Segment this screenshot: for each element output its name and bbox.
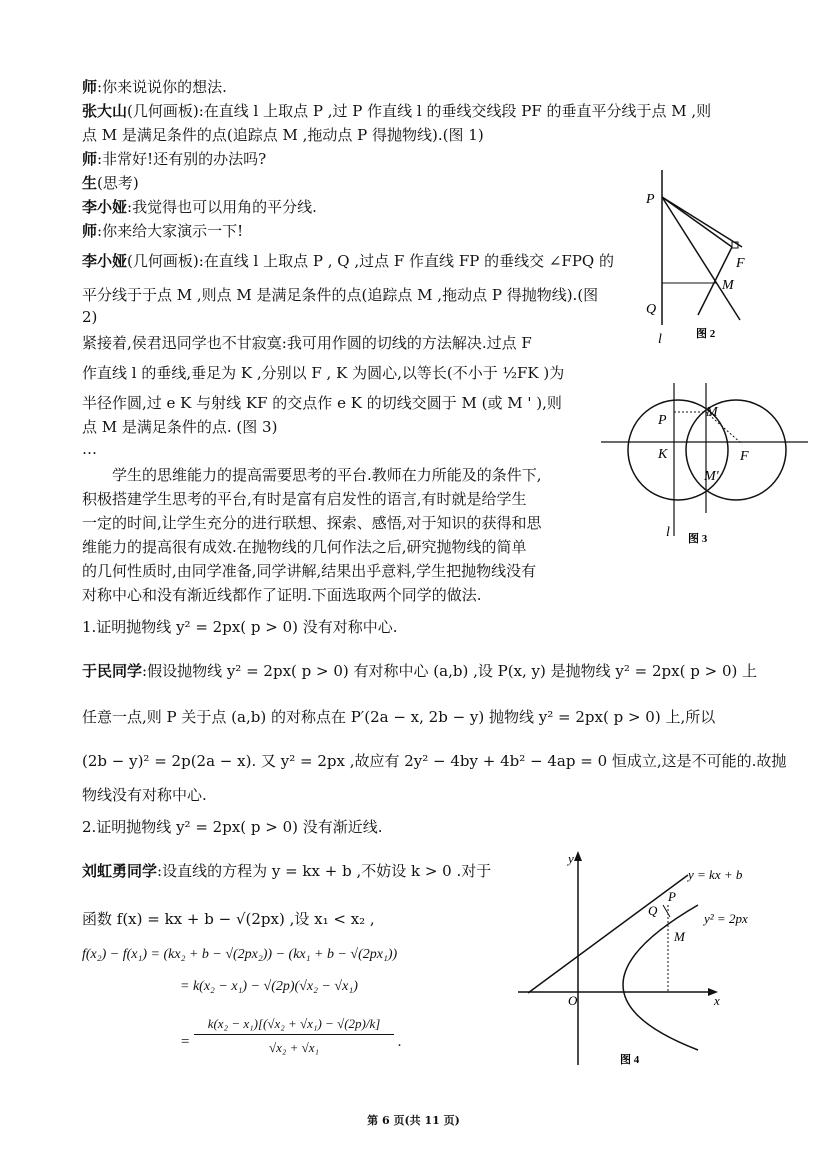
equation-3 (180, 1016, 420, 1076)
page-footer: 第 6 页(共 11 页) (367, 1114, 460, 1127)
label-line: y = kx + b (688, 867, 743, 882)
period: . (398, 1034, 402, 1050)
speaker: 刘虹勇同学 (82, 862, 158, 880)
dialogue-line-7 (82, 220, 243, 242)
item-text: 2.证明抛物线 y² = 2px( p > 0) 没有渐近线. (82, 818, 383, 836)
para-text: 维能力的提高很有成效.在抛物线的几何作法之后,研究抛物线的简单 (82, 538, 527, 556)
label-Q: Q (646, 302, 657, 317)
para-text: (2b − y)² = 2p(2a − x). 又 y² = 2px ,故应有 2y² − 4by + 4b² − 4ap = 0 恒成立,这是不可能的.故抛 (82, 752, 787, 770)
para-text: :设直线的方程为 y = kx + b ,不妨设 k > 0 .对于 (157, 862, 492, 880)
hou-line-2 (82, 362, 564, 384)
speaker: 李小娅 (82, 198, 128, 216)
para-text: 半径作圆,过 e K 与射线 KF 的交点作 e K 的切线交圆于 M (或 M ' ),则 (82, 394, 562, 412)
label-M-prime: M' (704, 469, 719, 484)
speaker: 师 (82, 150, 98, 168)
li-line-1 (82, 250, 614, 272)
label-M: M (674, 929, 685, 944)
para-text: 的几何性质时,由同学准备,同学讲解,结果出乎意料,学生把抛物线没有 (82, 562, 537, 580)
speaker: 师 (82, 222, 98, 240)
para-text: 学生的思维能力的提高需要思考的平台.教师在力所能及的条件下, (112, 466, 542, 484)
label-F: F (740, 449, 749, 464)
label-K: K (658, 447, 668, 462)
dialogue-text: :我觉得也可以用角的平分线. (127, 198, 317, 216)
equation-text: f(x₂) − f(x₁) = (kx₂ + b − √(2px₂)) − (kx₁ + b − √(2px₁)) (82, 947, 398, 962)
para-text: 平分线于于点 M ,则点 M 是满足条件的点(追踪点 M ,拖动点 P 得抛物线).(图 (82, 286, 599, 304)
ellipsis-text: … (82, 440, 97, 458)
equation-2 (180, 976, 358, 998)
label-M: M (722, 278, 734, 293)
dialogue-line-1 (82, 76, 227, 98)
figure-4 (508, 845, 778, 1075)
speaker: 张大山 (82, 102, 128, 120)
equation-1 (82, 944, 397, 966)
label-O: O (568, 993, 578, 1008)
figure-4-drawing (508, 845, 778, 1075)
item-1 (82, 616, 398, 638)
dialogue-line-6 (82, 196, 317, 218)
dialogue-text: (思考) (97, 174, 139, 192)
dialogue-text: :你来说说你的想法. (97, 78, 227, 96)
liu-line-2 (82, 908, 375, 930)
label-P: P (668, 889, 676, 904)
equals-sign: = (180, 1034, 191, 1050)
label-y: y (568, 851, 574, 866)
dialogue-line-3 (82, 124, 484, 146)
label-l: l (666, 525, 670, 540)
para-text: 紧接着,侯君迅同学也不甘寂寞:我可用作圆的切线的方法解决.过点 F (82, 334, 532, 352)
dialogue-line-2 (82, 100, 711, 122)
dialogue-line-5 (82, 172, 139, 194)
figure-3-drawing (596, 378, 811, 548)
dialogue-line-4 (82, 148, 266, 170)
speaker: 于民同学 (82, 662, 143, 680)
main-line-1 (112, 464, 542, 486)
speaker: 师 (82, 78, 98, 96)
label-x: x (714, 993, 720, 1008)
yumin-line-2 (82, 706, 715, 728)
figure-2-drawing (640, 165, 760, 350)
item-text: 1.证明抛物线 y² = 2px( p > 0) 没有对称中心. (82, 618, 398, 636)
para-text: 物线没有对称中心. (82, 786, 207, 804)
fraction-denominator: √x₂ + √x₁ (268, 1040, 320, 1055)
dialogue-text: 点 M 是满足条件的点(追踪点 M ,拖动点 P 得抛物线).(图 1) (82, 126, 484, 144)
dialogue-text: :你来给大家演示一下! (97, 222, 244, 240)
figure-3-caption: 图 3 (688, 533, 708, 545)
li-line-2 (82, 284, 598, 306)
yumin-line-1 (82, 660, 757, 682)
figure-2-caption: 图 2 (696, 328, 716, 340)
para-text: :假设抛物线 y² = 2px( p > 0) 有对称中心 (a,b) ,设 P(x, y) 是抛物线 y² = 2px( p > 0) 上 (142, 662, 758, 680)
figure-4-caption: 图 4 (620, 1054, 640, 1066)
hou-line-1 (82, 332, 532, 354)
hou-line-3 (82, 392, 562, 414)
main-line-6 (82, 584, 482, 606)
para-text: 2) (82, 308, 98, 326)
liu-line-1 (82, 860, 491, 882)
item-2 (82, 816, 383, 838)
para-text: 任意一点,则 P 关于点 (a,b) 的对称点在 P′(2a − x, 2b − y) 抛物线 y² = 2px( p > 0) 上,所以 (82, 708, 716, 726)
fraction-numerator: k(x₂ − x₁)[(√x₂ + √x₁) − √(2p)/k] (194, 1016, 394, 1035)
main-line-5 (82, 560, 536, 582)
para-text: 对称中心和没有渐近线都作了证明.下面选取两个同学的做法. (82, 586, 482, 604)
li-line-3 (82, 306, 97, 328)
dialogue-text: (几何画板):在直线 l 上取点 P ,过 P 作直线 l 的垂线交线段 PF 的垂直平分线于点 M ,则 (127, 102, 712, 120)
para-text: 积极搭建学生思考的平台,有时是富有启发性的语言,有时就是给学生 (82, 490, 527, 508)
yumin-line-3 (82, 750, 786, 772)
hou-line-4 (82, 416, 277, 438)
equation-text: = k(x₂ − x₁) − √(2p)(√x₂ − √x₁) (180, 979, 358, 994)
para-text: 点 M 是满足条件的点. (图 3) (82, 418, 278, 436)
para-text: 函数 f(x) = kx + b − √(2px) ,设 x₁ < x₂ , (82, 910, 375, 928)
para-text: 一定的时间,让学生充分的进行联想、探索、感悟,对于知识的获得和思 (82, 514, 542, 532)
ellipsis (82, 438, 97, 460)
main-line-3 (82, 512, 542, 534)
para-text: 作直线 l 的垂线,垂足为 K ,分别以 F , K 为圆心,以等长(不小于 ½FK )为 (82, 364, 565, 382)
para-text: (几何画板):在直线 l 上取点 P , Q ,过点 F 作直线 FP 的垂线交 ∠FPQ 的 (127, 252, 614, 270)
main-line-2 (82, 488, 527, 510)
yumin-line-4 (82, 784, 207, 806)
label-l: l (658, 332, 662, 347)
dialogue-text: :非常好!还有别的办法吗? (97, 150, 267, 168)
figure-2 (640, 165, 760, 350)
figure-3 (596, 378, 811, 548)
label-F: F (736, 256, 745, 271)
label-parabola: y² = 2px (704, 911, 748, 926)
label-P: P (646, 192, 655, 207)
speaker: 生 (82, 174, 98, 192)
speaker: 李小娅 (82, 252, 128, 270)
label-Q: Q (648, 903, 658, 918)
main-line-4 (82, 536, 527, 558)
label-P: P (658, 413, 667, 428)
label-M: M (706, 405, 718, 420)
